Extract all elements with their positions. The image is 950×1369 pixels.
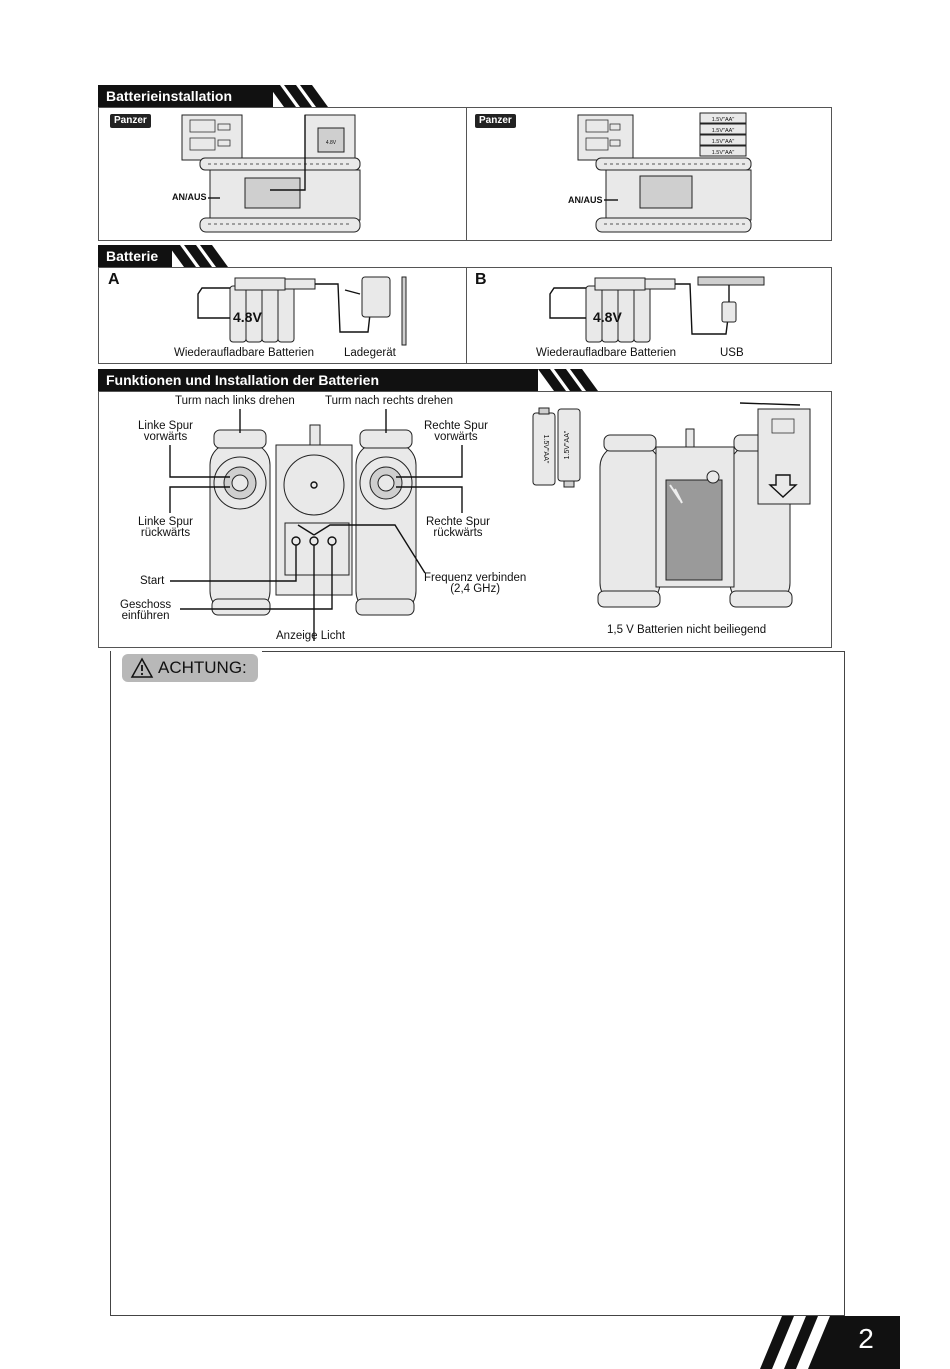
not-included-note: 1,5 V Batterien nicht beiliegend xyxy=(607,624,767,636)
section-title: Batterie xyxy=(106,248,159,264)
switch-label-left: AN/AUS xyxy=(172,192,207,202)
panzer-tag-right: Panzer xyxy=(475,114,516,128)
header-slashes xyxy=(168,245,238,267)
right-backward-label: Rechte Spur rückwärts xyxy=(426,516,490,539)
usb-label: USB xyxy=(720,347,744,359)
controller-back-illustration xyxy=(590,395,830,615)
header-slashes xyxy=(538,369,608,391)
rechargeable-label-b: Wiederaufladbare Batterien xyxy=(536,347,676,359)
warning-triangle-icon xyxy=(130,657,154,679)
option-b-letter: B xyxy=(475,271,487,288)
section-header-installation xyxy=(98,85,273,107)
section-header-battery xyxy=(98,245,172,267)
panzer-tag-left: Panzer xyxy=(110,114,151,128)
right-forward-label: Rechte Spur vorwärts xyxy=(424,420,488,443)
aa-label-3: 1.5V"AA" xyxy=(711,139,735,145)
left-forward-label: Linke Spur vorwärts xyxy=(138,420,193,443)
aa-batteries-illustration xyxy=(530,405,585,490)
header-slashes xyxy=(268,85,338,107)
aa-label-2: 1.5V"AA" xyxy=(711,128,735,134)
tank-illustration-left xyxy=(170,110,370,238)
rechargeable-label-a: Wiederaufladbare Batterien xyxy=(174,347,314,359)
aa-battery-label-1: 1.5V"AA" xyxy=(542,434,549,464)
pack-voltage-b: 4.8V xyxy=(593,309,622,325)
frequency-label: Frequenz verbinden (2,4 GHz) xyxy=(424,572,527,595)
section-title: Funktionen und Installation der Batterien xyxy=(106,372,380,388)
switch-label-right: AN/AUS xyxy=(568,195,603,205)
aa-label-4: 1.5V"AA" xyxy=(711,150,735,156)
tank-illustration-right xyxy=(570,110,770,238)
pack-voltage-a: 4.8V xyxy=(233,309,262,325)
option-a-letter: A xyxy=(108,271,120,288)
page-number: 2 xyxy=(858,1323,874,1354)
battery-charger-illustration xyxy=(190,272,420,347)
turret-left-label: Turm nach links drehen xyxy=(175,395,295,407)
projectile-label: Geschoss einführen xyxy=(120,599,172,622)
pack-label: 4.8V xyxy=(325,140,337,146)
section-title: Batterieinstallation xyxy=(106,88,233,104)
warning-badge xyxy=(122,654,258,682)
warning-top-border xyxy=(262,651,845,652)
aa-battery-label-2: 1.5V"AA" xyxy=(564,430,571,460)
warning-title: ACHTUNG: xyxy=(158,658,247,677)
section-header-functions xyxy=(98,369,538,391)
charger-label: Ladegerät xyxy=(344,347,396,359)
start-label: Start xyxy=(140,575,165,587)
indicator-label: Anzeige Licht xyxy=(276,630,346,642)
warning-box xyxy=(110,651,845,1316)
aa-label-1: 1.5V"AA" xyxy=(711,117,735,123)
left-backward-label: Linke Spur rückwärts xyxy=(138,516,193,539)
panel-divider xyxy=(466,108,467,240)
panel-divider xyxy=(466,268,467,363)
battery-usb-illustration xyxy=(540,272,770,347)
turret-right-label: Turm nach rechts drehen xyxy=(325,395,454,407)
